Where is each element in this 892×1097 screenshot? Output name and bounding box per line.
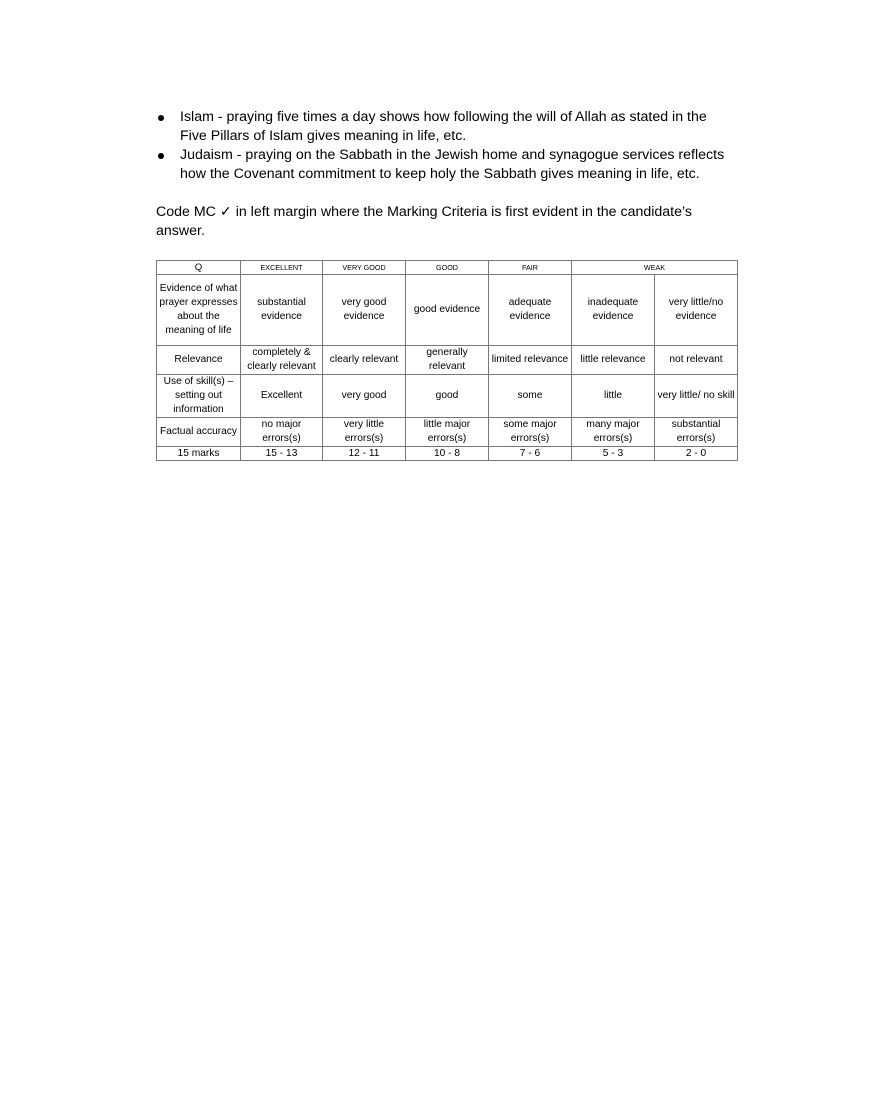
table-cell: little major errors(s)	[406, 418, 489, 447]
header-fair: FAIR	[489, 261, 572, 275]
bullet-text-line: Five Pillars of Islam gives meaning in life, etc.	[180, 128, 467, 144]
table-cell: 5 - 3	[572, 447, 655, 461]
code-mc-note-line: Code MC ✓ in left margin where the Marking Criteria is first evident in the candidate’s	[156, 204, 693, 220]
table-cell: completely & clearly relevant	[241, 346, 323, 375]
table-cell: very good	[323, 375, 406, 418]
bullet-item-islam	[156, 108, 736, 146]
table-cell: very little/ no skill	[655, 375, 738, 418]
table-cell: not relevant	[655, 346, 738, 375]
row-label: Use of skill(s) – setting out information	[157, 375, 241, 418]
row-label: Factual accuracy	[157, 418, 241, 447]
table-cell: very little errors(s)	[323, 418, 406, 447]
table-header-row	[157, 261, 738, 275]
header-excellent: EXCELLENT	[241, 261, 323, 275]
table-cell: 10 - 8	[406, 447, 489, 461]
table-row	[157, 346, 738, 375]
table-cell: little	[572, 375, 655, 418]
table-cell: good evidence	[406, 275, 489, 346]
table-row	[157, 418, 738, 447]
header-weak: WEAK	[572, 261, 738, 275]
row-label: Relevance	[157, 346, 241, 375]
table-cell: good	[406, 375, 489, 418]
table-cell: very little/no evidence	[655, 275, 738, 346]
table-cell: substantial errors(s)	[655, 418, 738, 447]
table-cell: no major errors(s)	[241, 418, 323, 447]
bullet-text-line: Islam - praying five times a day shows how following the will of Allah as stated in the	[180, 109, 707, 125]
table-cell: some	[489, 375, 572, 418]
table-cell: little relevance	[572, 346, 655, 375]
bullet-text-line: Judaism - praying on the Sabbath in the Jewish home and synagogue services reflects	[180, 147, 725, 163]
code-mc-note-line: answer.	[156, 223, 205, 239]
table-cell: very good evidence	[323, 275, 406, 346]
table-cell: adequate evidence	[489, 275, 572, 346]
table-row	[157, 375, 738, 418]
row-label: Evidence of what prayer expresses about the meaning of life	[157, 275, 241, 346]
bullet-list	[156, 108, 736, 184]
table-cell: some major errors(s)	[489, 418, 572, 447]
table-cell: 2 - 0	[655, 447, 738, 461]
code-mc-note	[156, 203, 736, 241]
table-cell: substantial evidence	[241, 275, 323, 346]
table-cell: 12 - 11	[323, 447, 406, 461]
header-very-good: VERY GOOD	[323, 261, 406, 275]
bullet-item-judaism	[156, 146, 736, 184]
table-row	[157, 275, 738, 346]
row-label: 15 marks	[157, 447, 241, 461]
table-cell: generally relevant	[406, 346, 489, 375]
table-cell: many major errors(s)	[572, 418, 655, 447]
marking-criteria-table	[156, 260, 738, 461]
header-q: Q	[157, 261, 241, 275]
bullet-icon	[158, 115, 164, 121]
table-cell: 15 - 13	[241, 447, 323, 461]
table-cell: Excellent	[241, 375, 323, 418]
table-cell: limited relevance	[489, 346, 572, 375]
table-cell: clearly relevant	[323, 346, 406, 375]
bullet-icon	[158, 153, 164, 159]
table-cell: 7 - 6	[489, 447, 572, 461]
table-row	[157, 447, 738, 461]
header-good: GOOD	[406, 261, 489, 275]
table-cell: inadequate evidence	[572, 275, 655, 346]
bullet-text-line: how the Covenant commitment to keep holy the Sabbath gives meaning in life, etc.	[180, 166, 700, 182]
